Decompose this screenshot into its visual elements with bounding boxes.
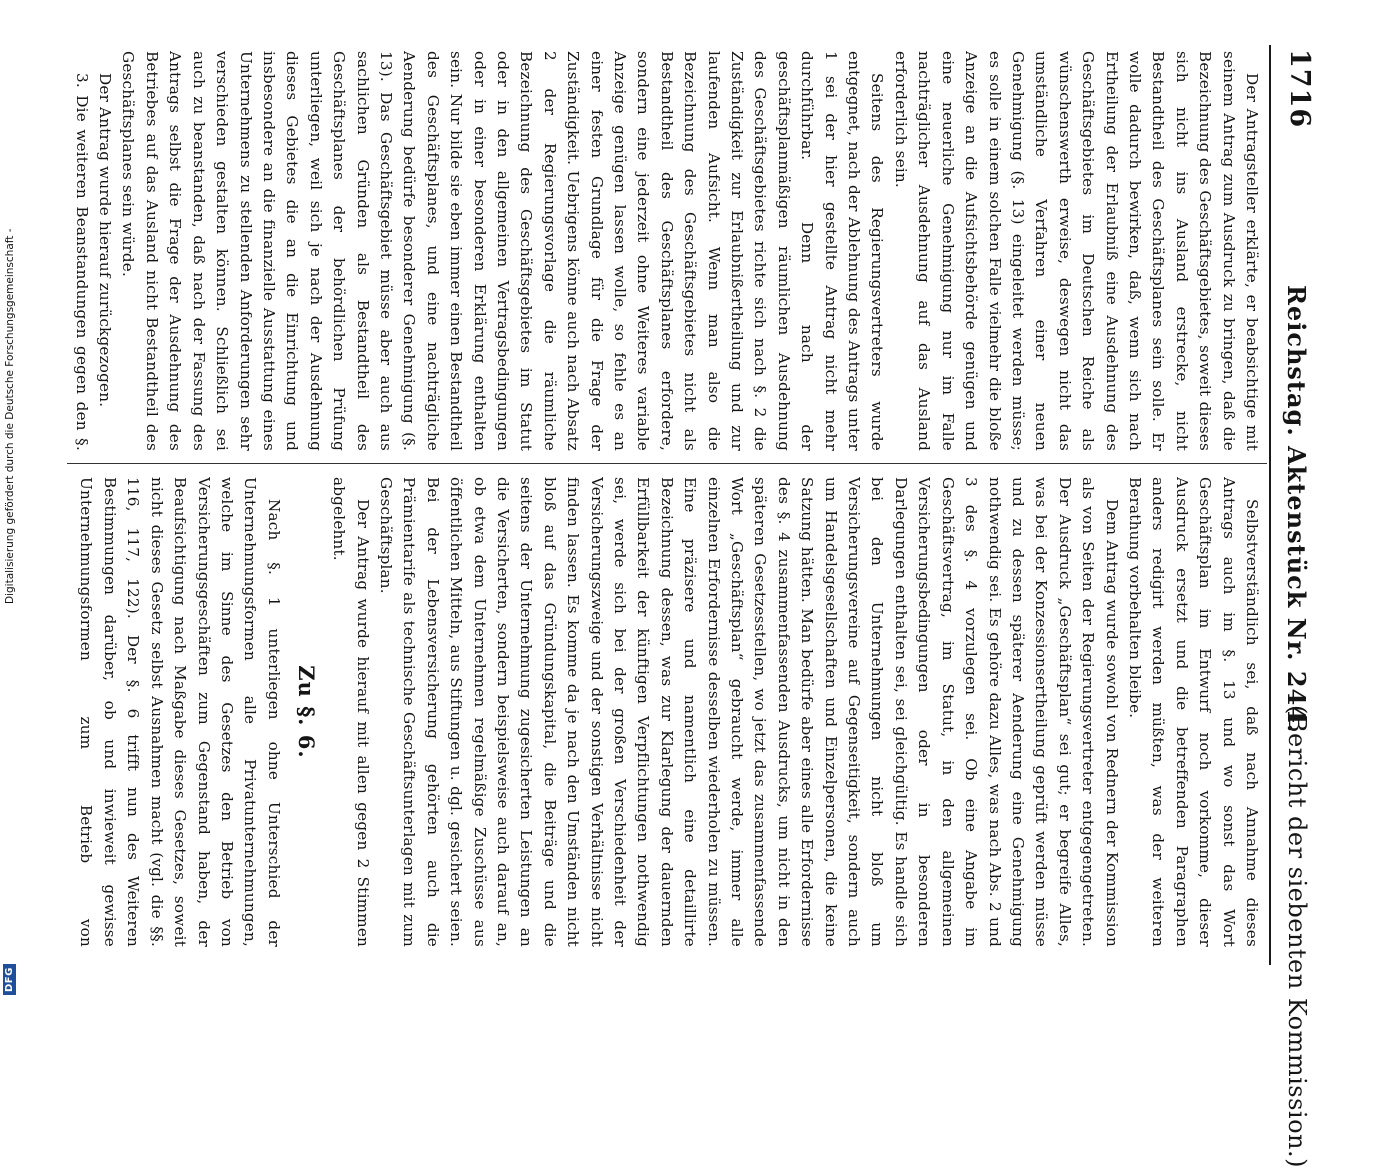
document-page <box>54 45 1319 1168</box>
page-number: 1716 <box>1284 49 1315 129</box>
digitization-credit: Digitalisierung gefördert durch die Deutsche Forschungsgemeinschaft - <box>4 228 16 604</box>
left-result: Der Antrag wurde hierauf zurückgezogen. <box>96 73 115 408</box>
left-paragraph: 3. Die weiteren Beanstandungen gegen den §. <box>73 73 91 451</box>
left-paragraph: Seitens des Regierungsvertreters wurde entgegnet, nach der Ablehnung des Antrags unter 1 sei der hier gestellte Antrag nicht mehr durchführbar. Denn nach der geschäftsplanmäßigen räumlichen Ausdehnung des Geschäftsgebietes richte sich nach §. 2 die Zuständigkeit zur Erlaubnißertheilung und zur laufenden Aufsicht. Wenn man also die Bezeichnung des Geschäftsgebietes nicht als Bestandtheil des Geschäftsplanes erfordere, sondern eine jederzeit ohne Weiteres variable Anzeige genügen lassen wolle, so fehle es an einer festen Grundlage für die Frage der Zuständigkeit. Uebrigens könne auch nach Absatz 2 der Regierungsvorlage die räumliche Bezeichnung des Geschäftsgebietes im Statut oder in den allgemeinen Vertragsbedingungen oder in einer besonderen Erklärung enthalten sein. Nur bilde sie eben immer einen Bestandtheil des Geschäftsplanes, und eine nachträgliche Aenderung bedürfe besonderer Genehmigung (§. 13). Das Geschäftsgebiet müsse aber auch aus sachlichen Gründen als Bestandtheil des Geschäftsplanes der behördlichen Prüfung unterliegen, weil sich je nach der Ausdehnung dieses Gebietes die an die Einrichtung und insbesondere an die finanzielle Ausstattung eines Unternehmens zu stellenden Anforderungen sehr verschieden gestalten können. Schließlich sei auch zu beanstanden, daß nach der Fassung des Antrags selbst die Frage der Ausdehnung des Betriebes auf das Ausland nicht Bestandtheil des Geschäftsplanes sein würde. <box>119 51 887 451</box>
dfg-logo: DFG <box>3 964 16 995</box>
right-result: Der Antrag wurde hierauf mit allen gegen 2 Stimmen abgelehnt. <box>330 477 372 947</box>
right-column <box>73 477 1263 947</box>
page-subtitle: (Bericht der siebenten Kommission.) <box>1283 705 1311 1168</box>
page-header <box>1273 45 1319 1168</box>
column-divider <box>67 463 1267 464</box>
section-heading: Zu §. 6. <box>293 665 319 759</box>
page-title: Reichstag. Aktenstück Nr. 244. <box>1282 285 1311 734</box>
right-paragraph: Selbstverständlich sei, daß nach Annahme dieses Antrags auch im §. 13 und wo sonst das Wort Geschäftsplan im Entwurf noch vorkomme, dieser Ausdruck ersetzt und die betreffenden Paragraphen anders redigirt werden müßten, was der weiteren Berathung vorbehalten bleibe. <box>1125 477 1261 947</box>
left-paragraph: Der Antragsteller erklärte, er beabsichtige mit seinem Antrag zum Ausdruck zu bringen, daß die Bezeichnung des Geschäftsgebietes, soweit dieses sich nicht ins Ausland erstrecke, nicht Bestandtheil des Geschäftsplanes sein solle. Er wolle dadurch bewirken, daß, wenn sich nach Ertheilung der Erlaubniß eine Ausdehnung des Geschäftsgebietes im Deutschen Reiche als wünschenswerth erweise, deswegen nicht das umständliche Verfahren einer neuen Genehmigung (§. 13) eingeleitet werden müsse; es solle in einem solchen Falle vielmehr die bloße Anzeige an die Aufsichtsbehörde genügen und eine neuerliche Genehmigung nur im Falle nachträglicher Ausdehnung auf das Ausland erforderlich sein. <box>891 51 1261 451</box>
header-rule <box>1269 45 1271 965</box>
right-paragraph: Nach §. 1 unterliegen ohne Unterschied der Unternehmungsformen alle Privatunternehmungen, welche im Sinne des Gesetzes den Betrieb von Versicherungsgeschäften zum Gegenstand haben, der Beaufsichtigung nach Maßgabe dieses Gesetzes, soweit nicht dieses Gesetz selbst Ausnahmen macht (vgl. die §§. 116, 117, 122). Der §. 6 trifft nun des Weiteren Bestimmungen darüber, ob und inwieweit gewisse Unternehmungsformen zum Betrieb von <box>77 477 283 947</box>
left-column <box>73 51 1263 451</box>
right-paragraph: Dem Antrag wurde sowohl von Rednern der Kommission als von Seiten der Regierungsvertreter entgegengetreten. Der Ausdruck „Geschäftsplan“ sei gut; er begreife Alles, was bei der Konzessionsertheilung geprüft werden müsse und zu dessen späterer Aenderung eine Genehmigung nothwendig sei. Es gehöre dazu Alles, was nach Abs. 2 und 3 des §. 4 vorzulegen sei. Ob eine Angabe im Geschäftsvertrag, im Statut, in den allgemeinen Versicherungsbedingungen oder in besonderen Darlegungen enthalten sei, sei gleichgültig. Es handle sich bei den Unternehmungen nicht bloß um Versicherungsvereine auf Gegenseitigkeit, sondern auch um Handelsgesellschaften und Einzelpersonen, die keine Satzung hätten. Man bedürfe aber eines alle Erfordernisse des §. 4 zusammenfassenden Ausdrucks, um nicht in den späteren Gesetzesstellen, wo jetzt das zusammenfassende Wort „Geschäftsplan“ gebraucht werde, immer alle einzelnen Erfordernisse desselben wiederholen zu müssen. Eine präzisere und namentlich eine detaillirte Bezeichnung dessen, was zur Klarlegung der dauernden Erfüllbarkeit der künftigen Verpflichtungen nothwendig sei, werde sich bei der großen Verschiedenheit der Versicherungszweige und der sonstigen Verhältnisse nicht finden lassen. Es komme da je nach den Umständen nicht bloß auf das Gründungskapital, die Beiträge und die seitens der Unternehmung zugesicherten Leistungen an die Versicherten, sondern beispielsweise auch darauf an, ob etwa dem Unternehmen regelmäßige Zuschüsse aus öffentlichen Mitteln, aus Stiftungen u. dgl. gesichert seien. Bei der Lebensversicherung gehörten auch die Prämientarife als technische Geschäftsunterlagen mit zum Geschäftsplan. <box>376 477 1121 947</box>
